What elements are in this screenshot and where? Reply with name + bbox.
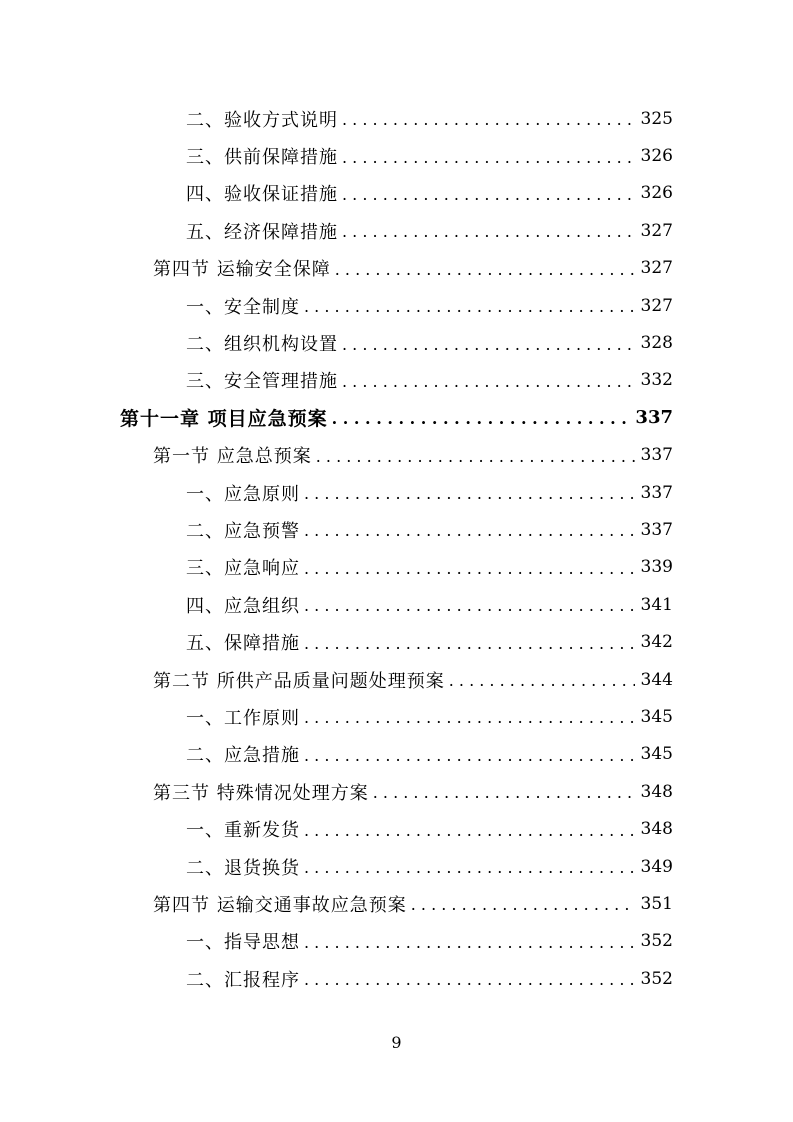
toc-entry-title: 二、汇报程序 (186, 969, 300, 991)
toc-dot-leader (304, 297, 635, 316)
toc-subsection-entry[interactable] (0, 287, 793, 324)
toc-entry-title: 三、安全管理措施 (186, 371, 338, 393)
toc-section-entry[interactable] (0, 773, 793, 810)
toc-entry-title: 第二节 所供产品质量问题处理预案 (153, 670, 445, 692)
toc-entry-page-number: 342 (640, 632, 673, 653)
toc-dot-leader (342, 110, 635, 129)
toc-entry-page-number: 352 (640, 931, 673, 952)
toc-entry-title: 二、退货换货 (186, 857, 300, 879)
toc-dot-leader (304, 708, 635, 727)
toc-entry-page-number: 326 (640, 183, 673, 204)
toc-subsection-entry[interactable] (0, 549, 793, 586)
toc-subsection-entry[interactable] (0, 960, 793, 997)
toc-subsection-entry[interactable] (0, 848, 793, 885)
toc-entry-page-number: 345 (640, 706, 673, 727)
toc-entry-page-number: 345 (640, 744, 673, 765)
toc-dot-leader (449, 671, 635, 690)
toc-entry-page-number: 337 (635, 407, 673, 429)
toc-entry-title: 二、组织机构设置 (186, 334, 338, 356)
toc-subsection-entry[interactable] (0, 362, 793, 399)
toc-entry-title: 四、应急组织 (186, 595, 300, 617)
toc-entry-page-number: 325 (640, 108, 673, 129)
toc-dot-leader (342, 148, 635, 167)
toc-subsection-entry[interactable] (0, 212, 793, 249)
toc-subsection-entry[interactable] (0, 324, 793, 361)
toc-entry-page-number: 326 (640, 146, 673, 167)
toc-entry-title: 一、重新发货 (186, 820, 300, 842)
toc-entry-title: 四、验收保证措施 (186, 184, 338, 206)
toc-dot-leader (304, 596, 635, 615)
toc-dot-leader (304, 634, 635, 653)
toc-dot-leader (316, 447, 635, 466)
toc-subsection-entry[interactable] (0, 474, 793, 511)
toc-dot-leader (304, 821, 635, 840)
toc-dot-leader (342, 185, 635, 204)
toc-entry-title: 三、应急响应 (186, 558, 300, 580)
toc-dot-leader (304, 970, 635, 989)
toc-entry-page-number: 341 (640, 594, 673, 615)
toc-dot-leader (304, 858, 635, 877)
toc-section-entry[interactable] (0, 250, 793, 287)
toc-entry-title: 一、应急原则 (186, 483, 300, 505)
toc-subsection-entry[interactable] (0, 137, 793, 174)
toc-dot-leader (342, 222, 635, 241)
toc-entry-title: 三、供前保障措施 (186, 147, 338, 169)
toc-entry-page-number: 327 (640, 258, 673, 279)
toc-entry-page-number: 351 (640, 893, 673, 914)
toc-entry-title: 二、验收方式说明 (186, 109, 338, 131)
toc-entry-page-number: 348 (640, 819, 673, 840)
toc-entry-page-number: 348 (640, 781, 673, 802)
toc-subsection-entry[interactable] (0, 698, 793, 735)
toc-dot-leader (304, 484, 635, 503)
toc-entry-title: 一、工作原则 (186, 707, 300, 729)
toc-entry-title: 五、经济保障措施 (186, 221, 338, 243)
toc-entry-title: 第十一章 项目应急预案 (120, 408, 328, 431)
toc-entry-title: 第三节 特殊情况处理方案 (153, 782, 369, 804)
toc-entry-page-number: 337 (640, 482, 673, 503)
page-number: 9 (391, 1033, 402, 1052)
toc-dot-leader (304, 746, 635, 765)
toc-dot-leader (411, 895, 635, 914)
toc-entry-title: 一、安全制度 (186, 296, 300, 318)
toc-entry-page-number: 337 (640, 445, 673, 466)
toc-subsection-entry[interactable] (0, 511, 793, 548)
toc-entry-page-number: 339 (640, 557, 673, 578)
toc-dot-leader (342, 335, 635, 354)
toc-entry-page-number: 344 (640, 669, 673, 690)
toc-dot-leader (373, 783, 635, 802)
toc-subsection-entry[interactable] (0, 175, 793, 212)
toc-subsection-entry[interactable] (0, 810, 793, 847)
toc-subsection-entry[interactable] (0, 100, 793, 137)
toc-dot-leader (304, 521, 635, 540)
toc-chapter-entry[interactable] (0, 399, 793, 436)
toc-section-entry[interactable] (0, 661, 793, 698)
toc-subsection-entry[interactable] (0, 736, 793, 773)
toc-entry-page-number: 327 (640, 295, 673, 316)
toc-dot-leader (335, 260, 635, 279)
toc-section-entry[interactable] (0, 437, 793, 474)
toc-subsection-entry[interactable] (0, 923, 793, 960)
toc-entry-title: 第四节 运输安全保障 (153, 259, 331, 281)
toc-entry-title: 第四节 运输交通事故应急预案 (153, 894, 407, 916)
toc-dot-leader (304, 559, 635, 578)
toc-entry-page-number: 328 (640, 333, 673, 354)
toc-entry-title: 二、应急预警 (186, 520, 300, 542)
toc-subsection-entry[interactable] (0, 623, 793, 660)
toc-entry-page-number: 349 (640, 856, 673, 877)
toc-dot-leader (304, 933, 635, 952)
toc-entry-page-number: 332 (640, 370, 673, 391)
table-of-contents (0, 100, 793, 997)
toc-subsection-entry[interactable] (0, 586, 793, 623)
toc-dot-leader (332, 409, 630, 428)
toc-entry-page-number: 337 (640, 519, 673, 540)
toc-section-entry[interactable] (0, 885, 793, 922)
toc-entry-title: 一、指导思想 (186, 932, 300, 954)
toc-entry-page-number: 327 (640, 220, 673, 241)
toc-entry-title: 第一节 应急总预案 (153, 446, 312, 468)
toc-dot-leader (342, 372, 635, 391)
toc-entry-title: 二、应急措施 (186, 745, 300, 767)
toc-entry-title: 五、保障措施 (186, 633, 300, 655)
toc-entry-page-number: 352 (640, 968, 673, 989)
